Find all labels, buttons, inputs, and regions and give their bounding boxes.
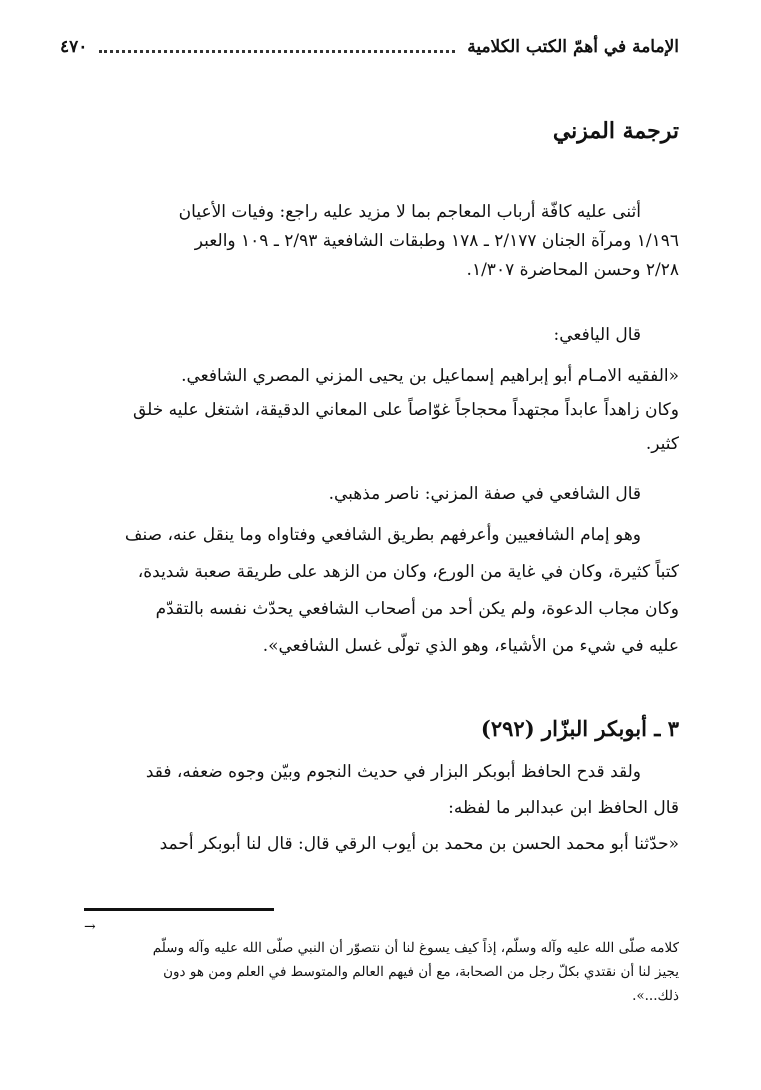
running-header bbox=[60, 34, 679, 60]
text-line: كتباً كثيرة، وكان في غاية من الورع، وكان من الزهد على طريقة صعبة شديدة، bbox=[137, 562, 679, 582]
paragraph-shafii-quote bbox=[60, 480, 679, 509]
text-line: أثنى عليه كافّة أرباب المعاجم بما لا مزيد عليه راجع: وفيات الأعيان bbox=[178, 202, 641, 222]
subheading-abubakr-bazzar: ٣ ـ أبوبكر البزّار (٢٩٢) bbox=[480, 716, 679, 741]
paragraph-sources bbox=[60, 198, 679, 285]
header-dot-leader bbox=[99, 50, 455, 53]
paragraph-imam-description bbox=[60, 521, 679, 661]
text-line: وكان مجاب الدعوة، ولم يكن أحد من أصحاب الشافعي يحدّث نفسه بالتقدّم bbox=[155, 599, 679, 619]
paragraph-bazzar bbox=[60, 758, 679, 859]
section-title: ترجمة المزني bbox=[552, 118, 679, 144]
text-line: قال الحافظ ابن عبدالبر ما لفظه: bbox=[448, 798, 679, 818]
text-line: كثير. bbox=[645, 434, 679, 454]
text-line: ٢/٢٨ وحسن المحاضرة ١/٣٠٧. bbox=[466, 260, 679, 280]
text-line: وكان زاهداً عابداً مجتهداً محجاجاً غوّاصاً على المعاني الدقيقة، اشتغل عليه خلق bbox=[132, 400, 679, 420]
footnote-line: يجيز لنا أن نقتدي بكلّ رجل من الصحابة، مع أن فيهم العالم والمتوسط في العلم ومن هو دون bbox=[163, 964, 679, 980]
text-line: «حدّثنا أبو محمد الحسن بن محمد بن أيوب الرقي قال: قال لنا أبوبكر أحمد bbox=[159, 834, 679, 854]
footnote-separator bbox=[84, 908, 274, 911]
text-line: وهو إمام الشافعيين وأعرفهم بطريق الشافعي وفتاواه وما ينقل عنه، صنف bbox=[124, 525, 641, 545]
paragraph-yafii-intro bbox=[60, 321, 679, 350]
footnote bbox=[80, 936, 679, 1008]
text-line: قال اليافعي: bbox=[553, 325, 641, 345]
text-line: قال الشافعي في صفة المزني: ناصر مذهبي. bbox=[328, 484, 641, 504]
text-line: عليه في شيء من الأشياء، وهو الذي تولّى غسل الشافعي». bbox=[262, 636, 679, 656]
footnote-line: كلامه صلّى الله عليه وآله وسلّم، إذاً كيف يسوغ لنا أن نتصوّر أن النبي صلّى الله عليه وآله وسلّم bbox=[152, 940, 679, 956]
continuation-arrow-icon: → bbox=[84, 919, 96, 935]
running-title: الإمامة في أهمّ الكتب الكلامية bbox=[467, 37, 679, 57]
text-line: ولقد قدح الحافظ أبوبكر البزار في حديث النجوم وبيّن وجوه ضعفه، فقد bbox=[145, 762, 641, 782]
page-number: ٤٧٠ bbox=[60, 37, 88, 57]
paragraph-yafii-quote bbox=[60, 362, 679, 459]
text-line: «الفقيه الامـام أبو إبراهيم إسماعيل بن يحيى المزني المصري الشافعي. bbox=[181, 366, 679, 386]
footnote-line: ذلك...». bbox=[632, 988, 679, 1004]
text-line: ١/١٩٦ ومرآة الجنان ٢/١٧٧ ـ ١٧٨ وطبقات الشافعية ٢/٩٣ ـ ١٠٩ والعبر bbox=[194, 231, 679, 251]
